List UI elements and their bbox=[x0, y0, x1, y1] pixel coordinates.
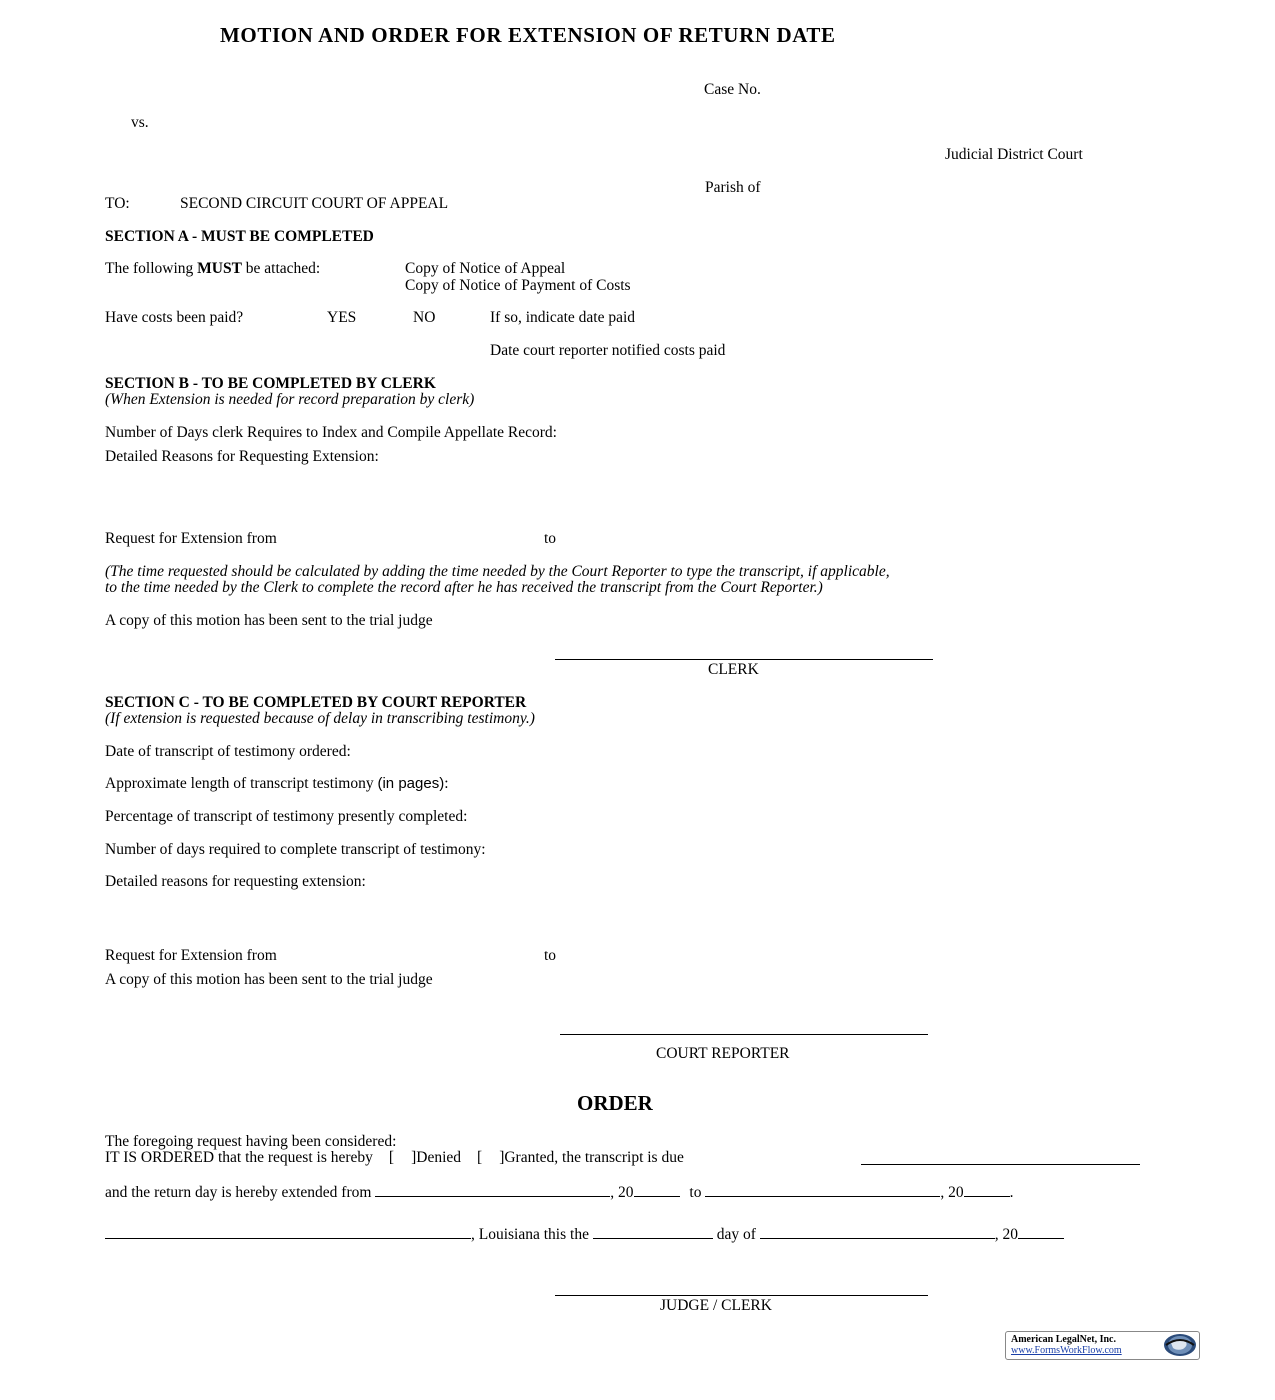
transcript-due-date-blank[interactable] bbox=[861, 1164, 1140, 1165]
section-c-subheading: (If extension is requested because of delay in transcribing testimony.) bbox=[105, 710, 535, 727]
judge-signature-line[interactable] bbox=[555, 1295, 928, 1296]
order-extended-line bbox=[105, 1182, 1013, 1201]
louisiana-text: , Louisiana this the bbox=[471, 1226, 589, 1243]
section-b-subheading: (When Extension is needed for record preparation by clerk) bbox=[105, 391, 475, 408]
extended-from-date-blank[interactable] bbox=[375, 1182, 610, 1197]
case-no-label: Case No. bbox=[704, 81, 761, 98]
clerk-copy-sent-label: A copy of this motion has been sent to the trial judge bbox=[105, 612, 433, 629]
to-recipient: SECOND CIRCUIT COURT OF APPEAL bbox=[180, 195, 449, 212]
judge-signature-label: JUDGE / CLERK bbox=[660, 1297, 772, 1314]
order-year-blank[interactable] bbox=[1018, 1224, 1064, 1239]
reporter-signature-label: COURT REPORTER bbox=[656, 1045, 790, 1062]
transcript-length-pre: Approximate length of transcript testimony bbox=[105, 775, 378, 792]
clerk-reasons-label: Detailed Reasons for Requesting Extension: bbox=[105, 448, 379, 465]
logo-company-name: American LegalNet, Inc. bbox=[1011, 1334, 1116, 1345]
extended-to-text: to bbox=[689, 1184, 702, 1201]
section-b-heading: SECTION B - TO BE COMPLETED BY CLERK bbox=[105, 375, 436, 392]
month-blank[interactable] bbox=[760, 1224, 995, 1239]
reporter-signature-line[interactable] bbox=[560, 1034, 928, 1035]
clerk-signature-label: CLERK bbox=[708, 661, 759, 678]
clerk-signature-line[interactable] bbox=[555, 659, 933, 660]
calculation-note: (The time requested should be calculated by adding the time needed by the Court Reporter to type the transcript, if applicable, bbox=[105, 563, 890, 580]
bracket-close: ] bbox=[499, 1149, 505, 1166]
page-title: MOTION AND ORDER FOR EXTENSION OF RETURN DATE bbox=[220, 23, 836, 47]
extended-to-date-blank[interactable] bbox=[705, 1182, 940, 1197]
costs-paid-question: Have costs been paid? bbox=[105, 309, 244, 326]
reporter-request-from-label: Request for Extension from bbox=[105, 947, 277, 964]
attached-text-pre: The following bbox=[105, 260, 198, 277]
order-ruling-line bbox=[105, 1149, 684, 1166]
transcript-length-pages: (in pages) bbox=[377, 775, 445, 792]
year-prefix: , 20 bbox=[994, 1226, 1018, 1243]
attachment-item: Copy of Notice of Payment of Costs bbox=[405, 277, 631, 294]
transcript-days-required-label: Number of days required to complete transcript of testimony: bbox=[105, 841, 486, 858]
day-blank[interactable] bbox=[593, 1224, 713, 1239]
parish-city-blank[interactable] bbox=[105, 1224, 471, 1239]
section-a-heading: SECTION A - MUST BE COMPLETED bbox=[105, 228, 374, 245]
transcript-percentage-label: Percentage of transcript of testimony presently completed: bbox=[105, 808, 468, 825]
order-considered-text: The foregoing request having been considered: bbox=[105, 1133, 397, 1150]
denied-label: Denied bbox=[416, 1149, 462, 1166]
reporter-notified-label: Date court reporter notified costs paid bbox=[490, 342, 726, 359]
reporter-request-to-label: to bbox=[544, 947, 557, 964]
parish-of-label: Parish of bbox=[705, 179, 761, 196]
transcript-length-label bbox=[105, 775, 449, 792]
order-signing-line bbox=[105, 1224, 1064, 1243]
year-prefix: , 20 bbox=[610, 1184, 634, 1201]
extended-from-year-blank[interactable] bbox=[634, 1182, 680, 1197]
year-prefix: , 20 bbox=[940, 1184, 964, 1201]
order-heading: ORDER bbox=[577, 1091, 653, 1115]
period: . bbox=[1009, 1184, 1014, 1201]
vs-label: vs. bbox=[131, 114, 149, 131]
denied-checkbox[interactable] bbox=[389, 1149, 416, 1166]
to-label: TO: bbox=[105, 195, 130, 212]
granted-checkbox[interactable] bbox=[477, 1149, 504, 1166]
attachments-required-label bbox=[105, 260, 320, 277]
extended-from-text: and the return day is hereby extended from bbox=[105, 1184, 372, 1201]
day-of-text: day of bbox=[716, 1226, 756, 1243]
extended-to-year-blank[interactable] bbox=[964, 1182, 1010, 1197]
attachment-item: Copy of Notice of Appeal bbox=[405, 260, 566, 277]
transcript-length-post: : bbox=[444, 775, 449, 792]
reporter-copy-sent-label: A copy of this motion has been sent to the trial judge bbox=[105, 971, 433, 988]
bracket-open: [ bbox=[388, 1149, 395, 1166]
reporter-reasons-label: Detailed reasons for requesting extension: bbox=[105, 873, 366, 890]
costs-paid-no-option[interactable]: NO bbox=[413, 309, 436, 326]
section-c-heading: SECTION C - TO BE COMPLETED BY COURT REPORTER bbox=[105, 694, 527, 711]
bracket-open: [ bbox=[477, 1149, 483, 1166]
costs-paid-yes-option[interactable]: YES bbox=[327, 309, 357, 326]
bracket-close: ] bbox=[411, 1149, 417, 1166]
order-ordered-text: IT IS ORDERED that the request is hereby bbox=[105, 1149, 373, 1166]
granted-label: Granted, the transcript is due bbox=[504, 1149, 684, 1166]
logo-url-link[interactable]: www.FormsWorkFlow.com bbox=[1011, 1345, 1122, 1356]
transcript-date-ordered-label: Date of transcript of testimony ordered: bbox=[105, 743, 351, 760]
clerk-days-required-label: Number of Days clerk Requires to Index and Compile Appellate Record: bbox=[105, 424, 557, 441]
footer-logo[interactable] bbox=[1005, 1331, 1200, 1360]
clerk-request-to-label: to bbox=[544, 530, 557, 547]
globe-icon bbox=[1163, 1333, 1197, 1357]
attached-text-must: MUST bbox=[197, 260, 242, 277]
calculation-note: to the time needed by the Clerk to complete the record after he has received the transcript from the Court Reporter.) bbox=[105, 579, 823, 596]
date-paid-label: If so, indicate date paid bbox=[490, 309, 636, 326]
clerk-request-from-label: Request for Extension from bbox=[105, 530, 277, 547]
judicial-district-court-label: Judicial District Court bbox=[945, 146, 1083, 163]
attached-text-post: be attached: bbox=[241, 260, 321, 277]
